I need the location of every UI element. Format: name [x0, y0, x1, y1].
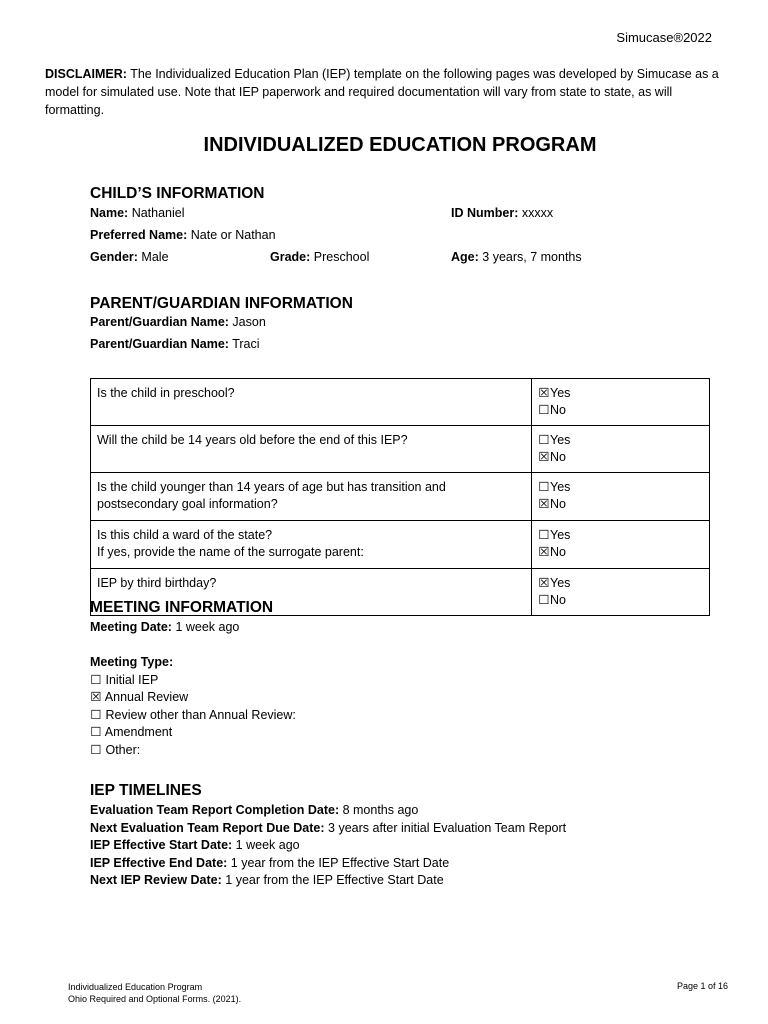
child-info-heading: CHILD’S INFORMATION	[90, 185, 265, 202]
yes-label: Yes	[550, 480, 571, 494]
parent-1-label: Parent/Guardian Name:	[90, 315, 229, 329]
meeting-date-label: Meeting Date:	[90, 620, 172, 634]
checkbox-icon[interactable]: ☐	[538, 433, 550, 447]
yes-label: Yes	[550, 433, 571, 447]
child-name	[90, 206, 185, 220]
question-cell	[91, 379, 532, 426]
yes-label: Yes	[550, 386, 571, 400]
checkbox-icon[interactable]: ☐	[90, 672, 102, 687]
yes-option[interactable]	[538, 479, 630, 496]
no-label: No	[550, 403, 566, 417]
timeline-label: IEP Effective End Date:	[90, 855, 228, 870]
timelines-heading: IEP TIMELINES	[90, 782, 202, 799]
checkbox-icon[interactable]: ☐	[90, 742, 102, 757]
child-name-value: Nathaniel	[131, 206, 185, 220]
child-age-label: Age:	[451, 250, 479, 264]
yes-option[interactable]	[538, 575, 630, 592]
no-label: No	[550, 593, 566, 607]
meeting-type-label: Meeting Type:	[90, 655, 174, 669]
timeline-item	[90, 855, 566, 873]
meeting-date	[90, 620, 239, 634]
checkbox-icon[interactable]: ☒	[538, 386, 550, 400]
question-text-line2: If yes, provide the name of the surrogate parent:	[97, 545, 364, 559]
meeting-type-option-label: Other:	[105, 742, 141, 757]
answer-cell	[532, 569, 710, 616]
table-row	[91, 521, 710, 569]
child-age-value: 3 years, 7 months	[482, 250, 582, 264]
meeting-type-option-label: Initial IEP	[105, 672, 159, 687]
page-number: Page 1 of 16	[676, 981, 728, 991]
parent-1-value: Jason	[232, 315, 266, 329]
yes-label: Yes	[550, 528, 571, 542]
checkbox-icon[interactable]: ☒	[90, 690, 102, 704]
child-grade	[270, 250, 369, 264]
timeline-label: Evaluation Team Report Completion Date:	[90, 803, 340, 817]
checkbox-icon[interactable]: ☒	[538, 497, 550, 511]
answer-cell	[532, 473, 710, 521]
question-text: Is this child a ward of the state?	[97, 528, 273, 542]
question-cell	[91, 521, 532, 569]
parent-2-label: Parent/Guardian Name:	[90, 337, 229, 351]
yes-option[interactable]	[538, 385, 630, 402]
parent-guardian-2	[90, 337, 260, 351]
timeline-item	[90, 802, 566, 820]
checkbox-icon[interactable]: ☐	[538, 593, 550, 607]
meeting-type-option[interactable]	[90, 742, 296, 760]
meeting-type-option-label: Amendment	[104, 725, 173, 739]
answer-cell	[532, 379, 710, 426]
child-id-label: ID Number:	[451, 206, 519, 220]
meeting-type-section	[90, 654, 296, 759]
meeting-type-option[interactable]	[90, 707, 296, 725]
timeline-value: 1 week ago	[235, 838, 300, 852]
child-age	[451, 250, 582, 264]
question-text: Is the child younger than 14 years of age but has transition and	[97, 480, 446, 494]
no-option[interactable]	[538, 449, 630, 466]
meeting-type-option[interactable]	[90, 689, 296, 707]
no-option[interactable]	[538, 402, 630, 419]
no-label: No	[550, 497, 566, 511]
meeting-type-option[interactable]	[90, 724, 296, 742]
footer-source	[68, 981, 241, 1005]
yes-label: Yes	[550, 576, 571, 590]
child-id	[451, 206, 553, 220]
child-name-label: Name:	[90, 206, 129, 220]
no-label: No	[550, 450, 566, 464]
child-id-value: xxxxx	[521, 206, 554, 220]
yes-option[interactable]	[538, 527, 630, 544]
answer-cell	[532, 426, 710, 473]
disclaimer-label: DISCLAIMER:	[45, 67, 127, 81]
footer-line-1: Individualized Education Program	[68, 982, 203, 992]
question-text: IEP by third birthday?	[97, 576, 217, 590]
child-preferred-name	[90, 228, 276, 242]
timeline-item	[90, 820, 566, 838]
question-text: Will the child be 14 years old before the end of this IEP?	[97, 433, 408, 447]
timeline-item	[90, 872, 566, 890]
question-text: Is the child in preschool?	[97, 386, 235, 400]
page-title: INDIVIDUALIZED EDUCATION PROGRAM	[203, 134, 597, 156]
table-row	[91, 426, 710, 473]
timelines-list	[90, 802, 566, 890]
no-label: No	[550, 545, 566, 559]
checkbox-icon[interactable]: ☒	[538, 545, 550, 559]
checkbox-icon[interactable]: ☐	[90, 725, 102, 739]
child-gender	[90, 250, 169, 264]
checkbox-icon[interactable]: ☒	[538, 576, 550, 590]
timeline-label: Next Evaluation Team Report Due Date:	[90, 820, 325, 835]
child-grade-value: Preschool	[313, 250, 370, 264]
child-grade-label: Grade:	[270, 250, 311, 264]
child-preferred-label: Preferred Name:	[90, 228, 188, 242]
timeline-value: 3 years after initial Evaluation Team Report	[328, 820, 567, 835]
disclaimer	[45, 65, 725, 119]
timeline-item	[90, 837, 566, 855]
child-gender-label: Gender:	[90, 250, 138, 264]
question-text-line2: postsecondary goal information?	[97, 497, 278, 511]
checkbox-icon[interactable]: ☐	[538, 528, 550, 542]
child-preferred-value: Nate or Nathan	[190, 228, 276, 242]
no-option[interactable]	[538, 544, 630, 561]
table-row	[91, 473, 710, 521]
checkbox-icon[interactable]: ☒	[538, 450, 550, 464]
question-cell	[91, 473, 532, 521]
parent-2-value: Traci	[232, 337, 260, 351]
checkbox-icon[interactable]: ☐	[538, 403, 550, 417]
disclaimer-text: The Individualized Education Plan (IEP) template on the following pages was developed by Simucase as a model for simulated use. Note that IEP paperwork and required documentation will vary from state to state, as will formatting.	[45, 67, 719, 117]
meeting-type-option-label: Annual Review	[104, 690, 189, 704]
timeline-value: 1 year from the IEP Effective Start Date	[230, 855, 450, 870]
timeline-value: 8 months ago	[342, 803, 419, 817]
copyright-notice: Simucase®2022	[616, 30, 712, 45]
parent-guardian-1	[90, 315, 266, 329]
answer-cell	[532, 521, 710, 569]
table-row	[91, 379, 710, 426]
meeting-type-option[interactable]	[90, 672, 296, 690]
meeting-type-option-label: Review other than Annual Review:	[105, 707, 296, 722]
footer-line-2: Ohio Required and Optional Forms. (2021).	[68, 994, 242, 1004]
checkbox-icon[interactable]: ☐	[538, 480, 550, 494]
question-cell	[91, 426, 532, 473]
no-option[interactable]	[538, 496, 630, 513]
timeline-label: IEP Effective Start Date:	[90, 838, 233, 852]
meeting-date-value: 1 week ago	[175, 620, 240, 634]
meeting-info-heading: MEETING INFORMATION	[90, 599, 274, 616]
parent-info-heading: PARENT/GUARDIAN INFORMATION	[90, 295, 353, 312]
eligibility-questions-table	[90, 378, 710, 616]
no-option[interactable]	[538, 592, 630, 609]
timeline-label: Next IEP Review Date:	[90, 873, 222, 887]
timeline-value: 1 year from the IEP Effective Start Date	[225, 873, 444, 887]
child-gender-value: Male	[141, 250, 169, 264]
yes-option[interactable]	[538, 432, 630, 449]
checkbox-icon[interactable]: ☐	[90, 707, 102, 722]
